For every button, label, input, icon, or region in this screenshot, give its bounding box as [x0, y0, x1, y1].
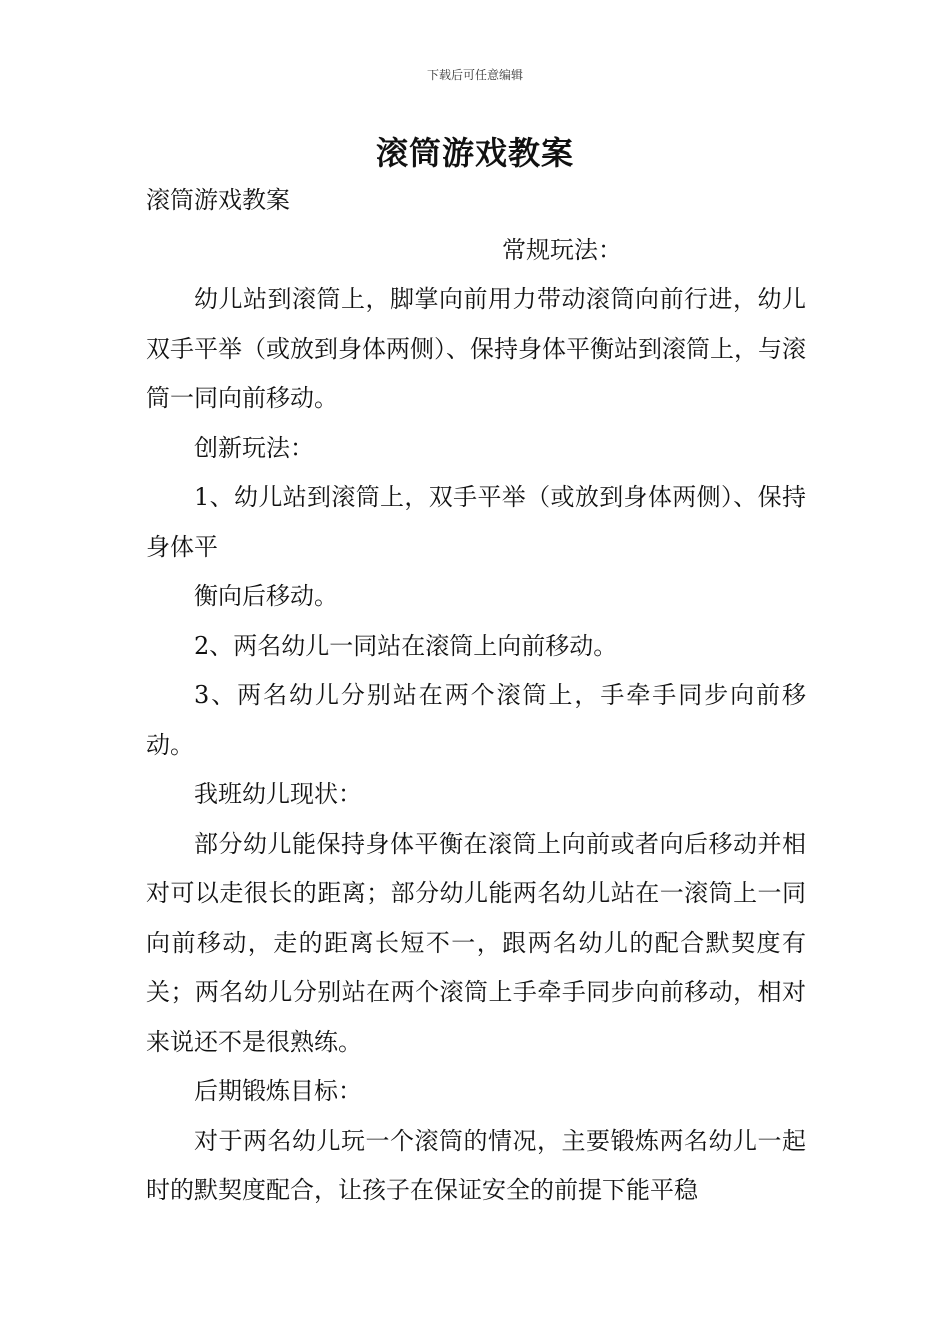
paragraph-regular-play: 幼儿站到滚筒上，脚掌向前用力带动滚筒向前行进，幼儿双手平举（或放到身体两侧）、保持身体平衡站到滚筒上，与滚筒一同向前移动。 — [146, 285, 806, 412]
section-heading-innovative-play: 创新玩法： — [194, 433, 314, 462]
header-note: 下载后可任意编辑 — [426, 68, 523, 82]
list-item-1-continued: 衡向后移动。 — [194, 582, 338, 610]
list-item-3: 3、两名幼儿分别站在两个滚筒上，手牵手同步向前移动。 — [146, 681, 806, 759]
subtitle-paragraph: 滚筒游戏教案 — [146, 186, 290, 214]
document-title: 滚筒游戏教案 — [375, 134, 574, 172]
paragraph-later-goals: 对于两名幼儿玩一个滚筒的情况，主要锻炼两名幼儿一起时的默契度配合，让孩子在保证安全的前提下能平稳 — [146, 1126, 806, 1204]
section-heading-current-status: 我班幼儿现状： — [194, 780, 362, 808]
section-heading-later-goals: 后期锻炼目标： — [194, 1077, 362, 1105]
paragraph-current-status: 部分幼儿能保持身体平衡在滚筒上向前或者向后移动并相对可以走很长的距离；部分幼儿能两名幼儿站在一滚筒上一同向前移动，走的距离长短不一，跟两名幼儿的配合默契度有关；两名幼儿分别站在两个滚筒上手牵手同步向前移动，相对来说还不是很熟练。 — [146, 829, 806, 1056]
document-body — [146, 176, 806, 1216]
section-heading-regular-play: 常规玩法： — [502, 235, 622, 264]
list-item-1: 1、幼儿站到滚筒上，双手平举（或放到身体两侧）、保持身体平 — [146, 483, 806, 561]
list-item-2: 2、两名幼儿一同站在滚筒上向前移动。 — [194, 631, 618, 660]
